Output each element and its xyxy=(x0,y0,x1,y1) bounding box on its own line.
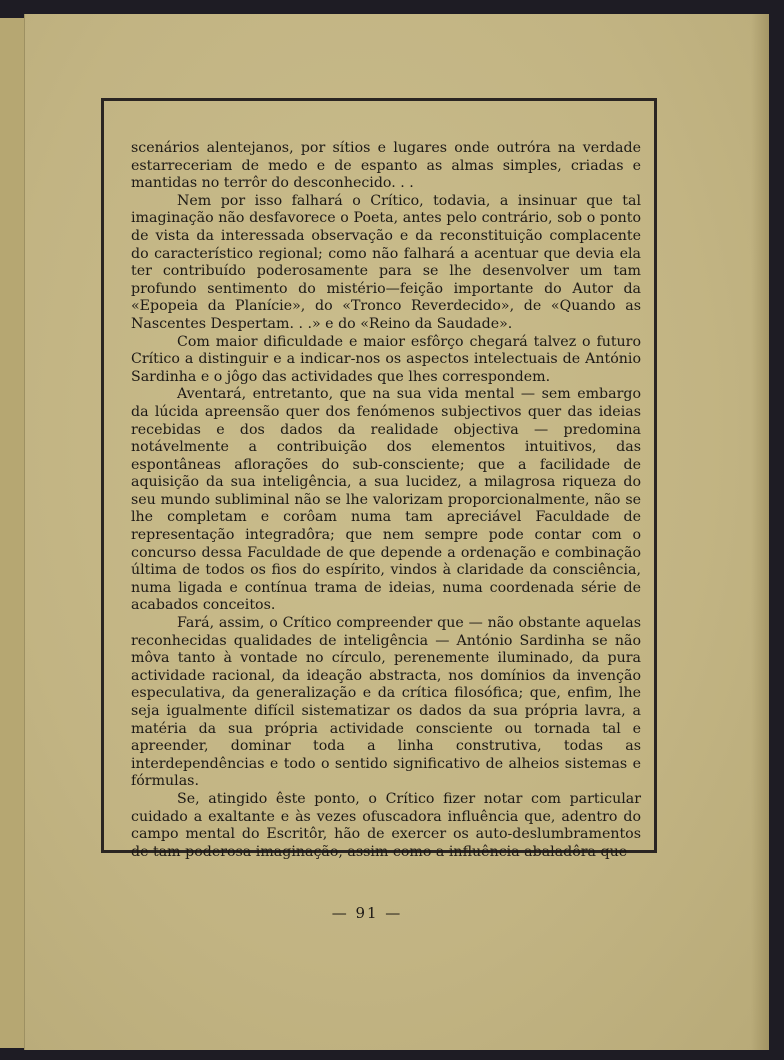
paragraph-3: Com maior dificuldade e maior esfôrço chegará talvez o futuro Crítico a distinguir e a indicar-nos os aspectos intelectuais de António Sardinha e o jôgo das actividades que lhes correspondem. xyxy=(131,333,641,385)
paragraph-6: Se, atingido êste ponto, o Crítico fizer notar com particular cuidado a exaltante e às vezes ofuscadora influência que, adentro do campo mental do Escritôr, hão de exercer os auto-deslumbramentos de tam poderosa imaginação, assim como a influência abaladôra que xyxy=(131,790,641,860)
body-text xyxy=(131,140,641,861)
page-gutter-shadow xyxy=(751,14,769,1050)
paragraph-4: Aventará, entretanto, que na sua vida mental — sem embargo da lúcida apreensão quer dos fenómenos subjectivos quer das ideias recebidas e dos dados da realidade objectiva — predomina notávelmente a contribuição dos elementos intuitivos, das espontâneas aflorações do sub-consciente; que a facilidade de aquisição da sua inteligência, a sua lucidez, a milagrosa riqueza do seu mundo subliminal não se lhe valorizam proporcionalmente, não se lhe completam e corôam numa tam apreciável Faculdade de representação integradôra; que nem sempre pode contar com o concurso dessa Faculdade de que depende a ordenação e combinação última de todos os fios do espírito, vindos à claridade da consciência, numa ligada e contínua trama de ideias, numa coordenada série de acabados conceitos. xyxy=(131,386,641,614)
paragraph-2: Nem por isso falhará o Crítico, todavia, a insinuar que tal imaginação não desfavorece o Poeta, antes pelo contrário, sob o ponto de vista da interessada observação e da reconstituição complacente do característico regional; como não falhará a acentuar que devia ela ter contribuído poderosamente para se lhe desenvolver um tam profundo sentimento do mistério—feição importante do Autor da «Epopeia da Planície», do «Tronco Reverdecido», de «Quando as Nascentes Despertam. . .» e do «Reino da Saudade». xyxy=(131,192,641,332)
book-page xyxy=(24,14,769,1050)
previous-page-edge xyxy=(0,18,27,1048)
paragraph-5: Fará, assim, o Crítico compreender que — não obstante aquelas reconhecidas qualidades de inteligência — António Sardinha se não môva tanto à vontade no círculo, perenemente iluminado, da pura actividade racional, da ideação abstracta, nos domínios da invenção especulativa, da generalização e da crítica filosófica; que, enfim, lhe seja igualmente difícil sistematizar os dados da sua própria lavra, a matéria da sua própria actividade consciente ou tornada tal e apreender, dominar toda a linha construtiva, todas as interdependências e todo o sentido significativo de alheios sistemas e fórmulas. xyxy=(131,615,641,790)
page-number: — 91 — xyxy=(331,904,403,922)
paragraph-1: scenários alentejanos, por sítios e lugares onde outróra na verdade estarreceriam de medo e de espanto as almas simples, criadas e mantidas no terrôr do desconhecido. . . xyxy=(131,140,641,192)
